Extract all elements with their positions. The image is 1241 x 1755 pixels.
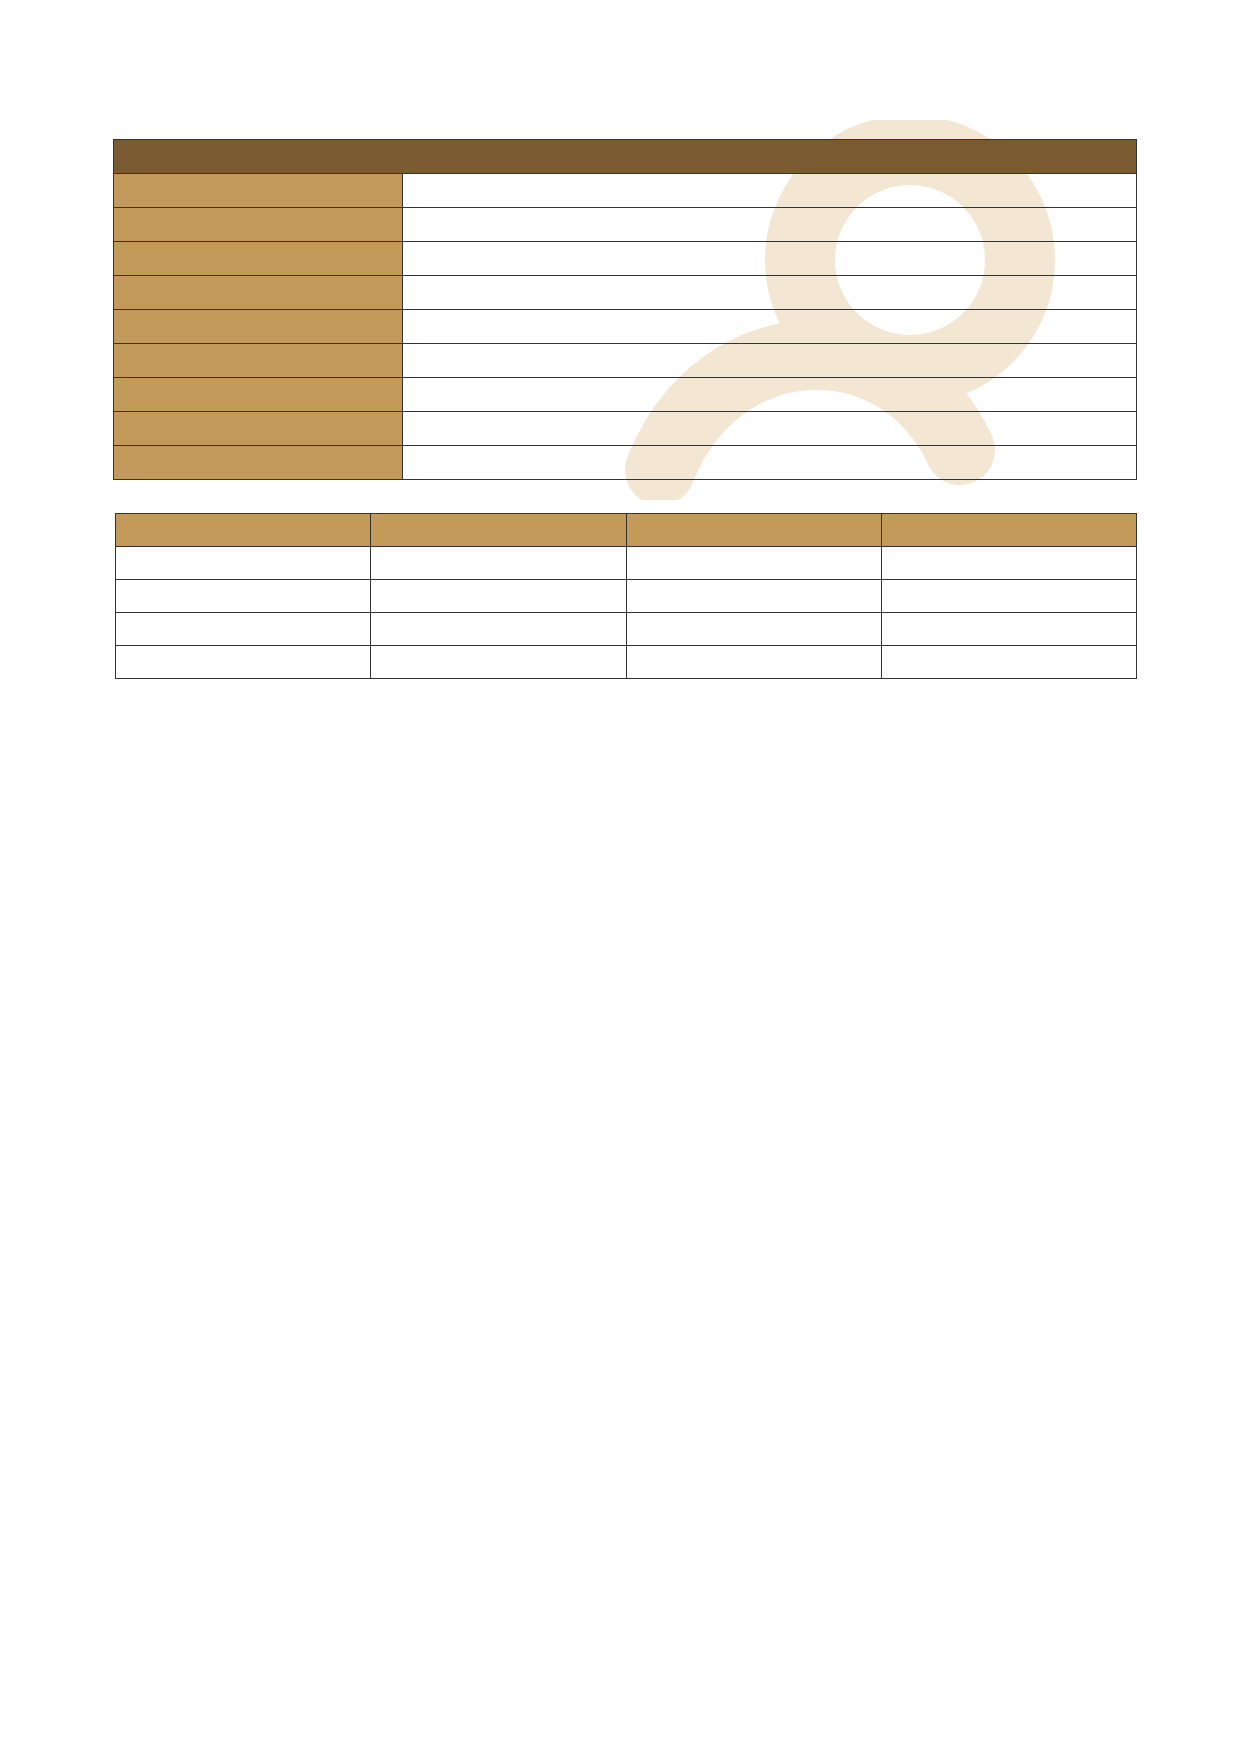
info-row-wavelength (114, 310, 1137, 344)
table-row (116, 646, 1137, 679)
gradient-program-table (115, 513, 1137, 679)
lot-number (403, 174, 1137, 208)
table-row (116, 613, 1137, 646)
sample-information-title (114, 140, 1137, 174)
info-row-pump-b (114, 242, 1137, 276)
info-row-lot (114, 174, 1137, 208)
info-row-column-type (114, 344, 1137, 378)
col-module (371, 514, 626, 547)
info-row-dissolution (114, 378, 1137, 412)
table-row (116, 547, 1137, 580)
info-row-total-flow (114, 276, 1137, 310)
chromatogram-chart (150, 820, 1130, 1160)
sample-information-table (113, 139, 1137, 480)
info-row-inj-volume (114, 446, 1137, 480)
col-time (116, 514, 371, 547)
col-value (881, 514, 1136, 547)
info-row-acquisition-time (114, 412, 1137, 446)
col-action (626, 514, 881, 547)
info-row-pump-a (114, 208, 1137, 242)
table-row (116, 580, 1137, 613)
